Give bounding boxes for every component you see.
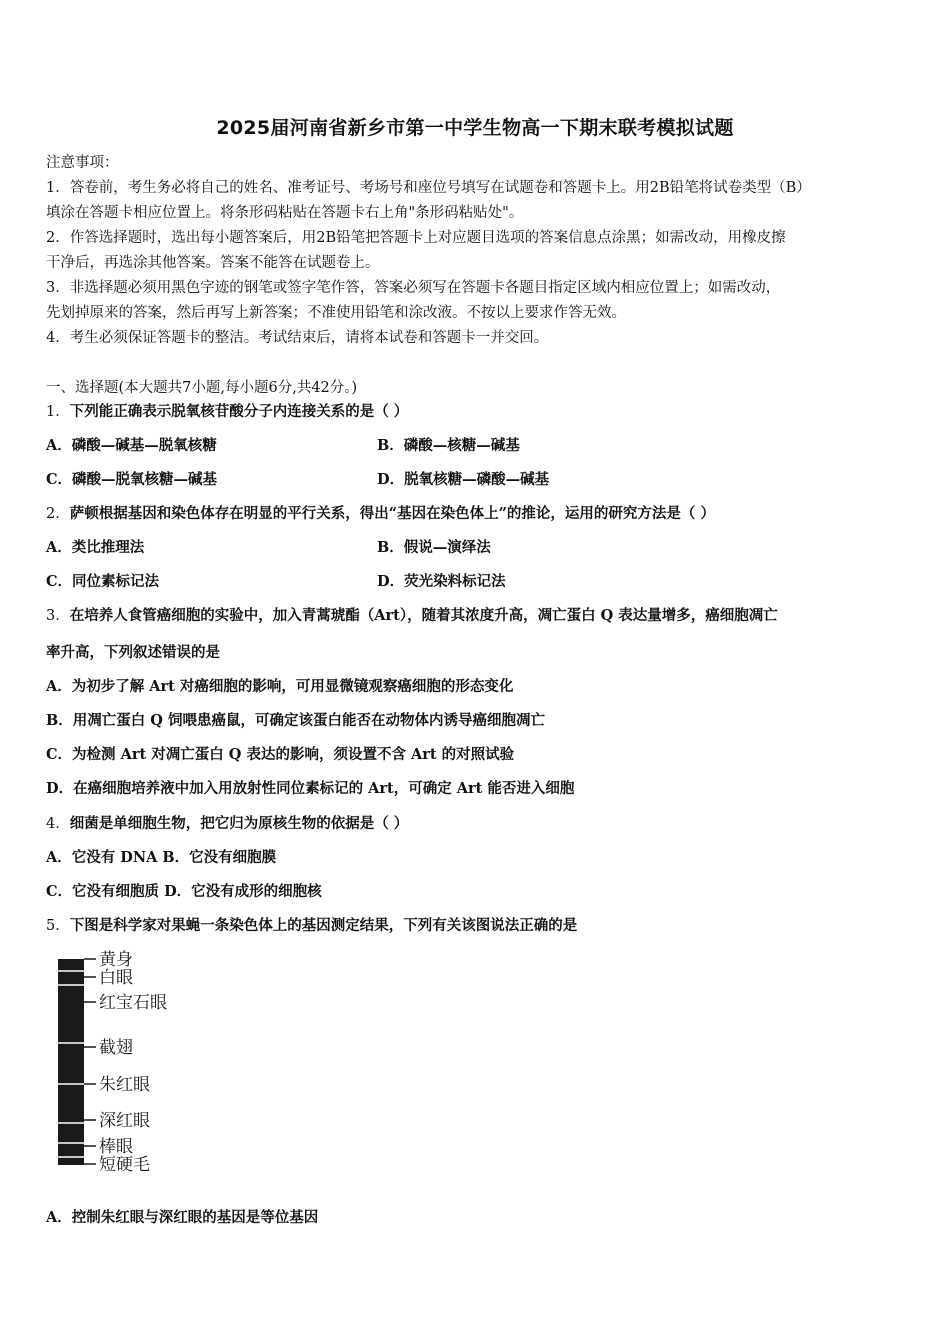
gene-label: 深红眼 (99, 1111, 150, 1131)
question-3-stem-cont: 率升高，下列叙述错误的是 (46, 644, 220, 661)
q2-option-c: C．同位素标记法 (46, 573, 160, 590)
q2-option-d: D．荧光染料标记法 (377, 573, 506, 590)
question-2 (46, 504, 715, 524)
q1-option-c: C．磷酸—脱氧核糖—碱基 (46, 471, 218, 488)
question-number: 2． (46, 506, 70, 522)
q3-option-d: D．在癌细胞培养液中加入用放射性同位素标记的 Art，可确定 Art 能否进入细胞 (46, 780, 575, 797)
question-number: 1． (46, 404, 70, 420)
q5-option-a: A．控制朱红眼与深红眼的基因是等位基因 (46, 1209, 319, 1226)
question-stem: 萨顿根据基因和染色体存在明显的平行关系，得出“基因在染色体上”的推论，运用的研究方法是（ ） (69, 505, 715, 522)
q1-option-a: A．磷酸—碱基—脱氧核糖 (46, 437, 217, 454)
q4-options-cd: C．它没有细胞质 D．它没有成形的细胞核 (46, 883, 322, 900)
q2-option-b: B．假说—演绎法 (377, 539, 491, 556)
page-title: 2025届河南省新乡市第一中学生物高一下期末联考模拟试题 (216, 117, 734, 139)
gene-label: 朱红眼 (99, 1075, 150, 1095)
notice-line: 2．作答选择题时，选出每小题答案后，用2B铅笔把答题卡上对应题目选项的答案信息点涂黑；如需改动，用橡皮擦 (46, 230, 786, 246)
question-number: 3． (46, 608, 70, 624)
gene-label: 白眼 (99, 968, 133, 988)
question-stem: 下列能正确表示脱氧核苷酸分子内连接关系的是（ ） (69, 403, 409, 420)
notice-line: 填涂在答题卡相应位置上。将条形码粘贴在答题卡右上角"条形码粘贴处"。 (46, 205, 524, 221)
q3-option-b: B．用凋亡蛋白 Q 饲喂患癌鼠，可确定该蛋白能否在动物体内诱导癌细胞凋亡 (46, 712, 545, 729)
question-stem: 下图是科学家对果蝇一条染色体上的基因测定结果，下列有关该图说法正确的是 (69, 917, 578, 934)
gene-label: 截翅 (99, 1038, 133, 1058)
question-stem: 在培养人食管癌细胞的实验中，加入青蒿琥酯（Art），随着其浓度升高，凋亡蛋白 Q 表达量增多，癌细胞凋亡 (69, 607, 778, 624)
chromosome-gene-map (46, 943, 206, 1179)
question-number: 4． (46, 816, 70, 832)
question-5 (46, 916, 577, 936)
chromosome-diagram (46, 943, 206, 1179)
notice-line: 1．答卷前，考生务必将自己的姓名、准考证号、考场号和座位号填写在试题卷和答题卡上。用2B铅笔将试卷类型（B） (46, 180, 811, 196)
question-stem: 细菌是单细胞生物，把它归为原核生物的依据是（ ） (69, 815, 409, 832)
gene-label: 棒眼 (99, 1137, 133, 1157)
section-heading: 一、选择题(本大题共7小题,每小题6分,共42分。) (46, 380, 358, 396)
gene-label: 短硬毛 (99, 1155, 150, 1175)
gene-label: 黄身 (99, 950, 133, 970)
q3-option-a: A．为初步了解 Art 对癌细胞的影响，可用显微镜观察癌细胞的形态变化 (46, 678, 514, 695)
question-number: 5． (46, 918, 70, 934)
notice-heading: 注意事项： (46, 155, 119, 171)
q4-options-ab: A．它没有 DNA B．它没有细胞膜 (46, 849, 277, 866)
notice-line: 干净后，再选涂其他答案。答案不能答在试题卷上。 (46, 255, 380, 271)
notice-line: 3．非选择题必须用黑色字迹的钢笔或签字笔作答，答案必须写在答题卡各题目指定区域内相应位置上；如需改动， (46, 280, 781, 296)
q2-option-a: A．类比推理法 (46, 539, 145, 556)
question-3 (46, 606, 778, 626)
question-1 (46, 402, 408, 422)
question-4 (46, 814, 408, 834)
q3-option-c: C．为检测 Art 对凋亡蛋白 Q 表达的影响，须设置不含 Art 的对照试验 (46, 746, 515, 763)
gene-label: 红宝石眼 (99, 993, 167, 1013)
q1-option-b: B．磷酸—核糖—碱基 (377, 437, 520, 454)
chromosome-body (58, 959, 84, 1165)
notice-line: 先划掉原来的答案，然后再写上新答案；不准使用铅笔和涂改液。不按以上要求作答无效。 (46, 305, 626, 321)
notice-line: 4．考生必须保证答题卡的整洁。考试结束后，请将本试卷和答题卡一并交回。 (46, 330, 549, 346)
q1-option-d: D．脱氧核糖—磷酸—碱基 (377, 471, 550, 488)
